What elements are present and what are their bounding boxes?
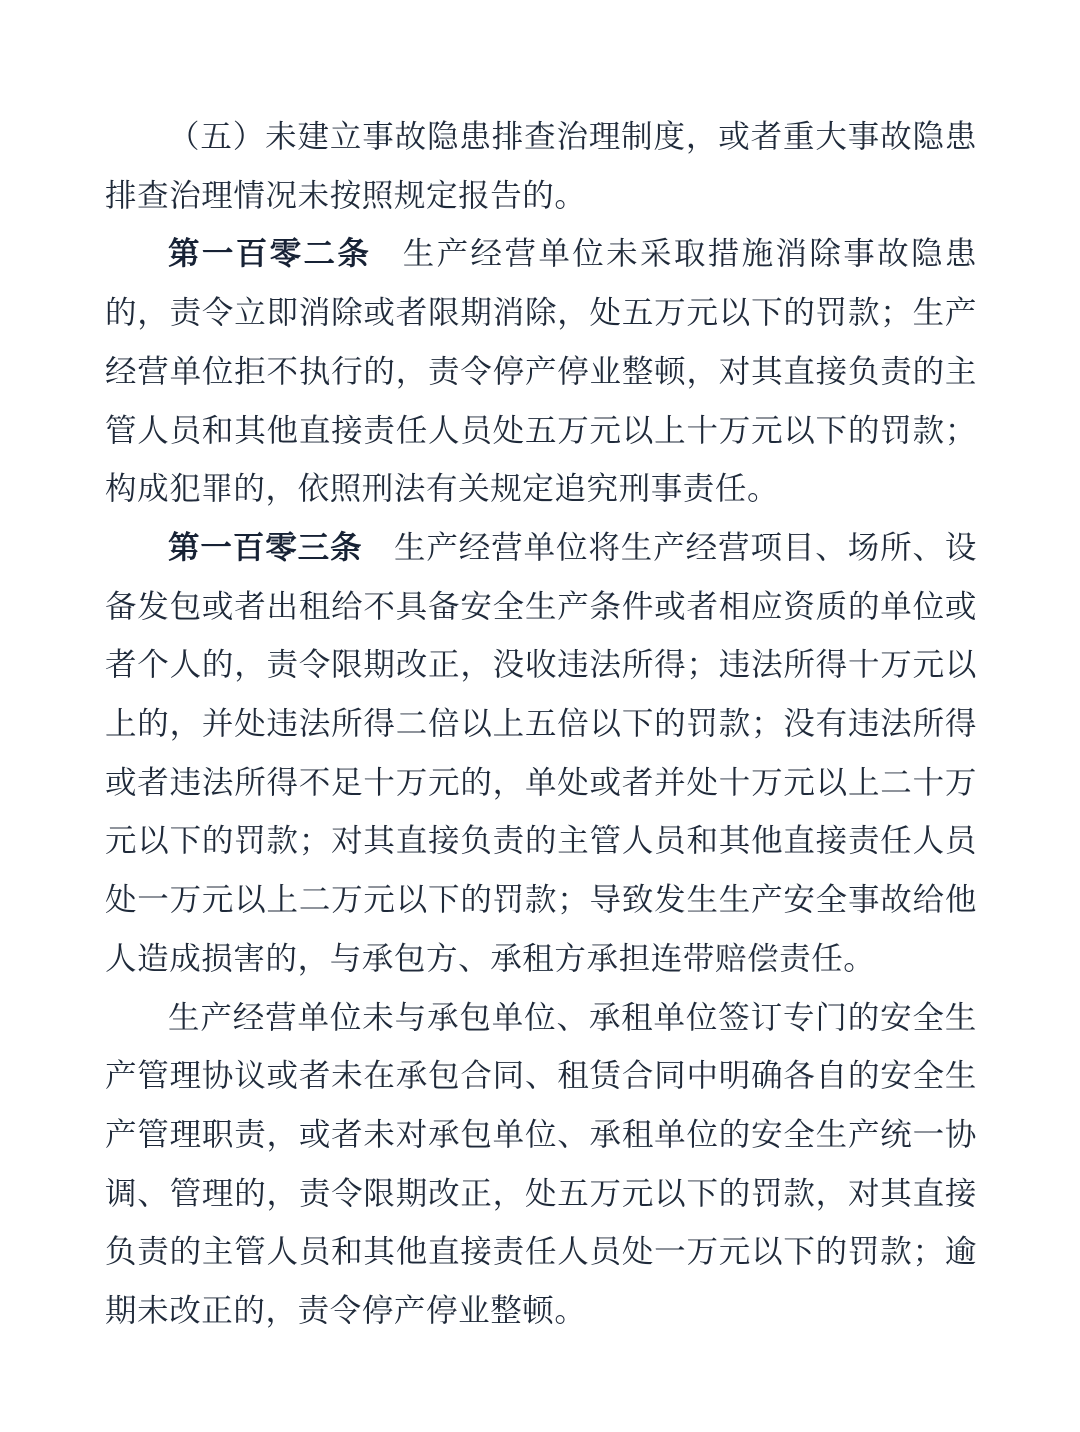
document-body bbox=[105, 108, 977, 1341]
paragraph-article-103 bbox=[105, 519, 977, 989]
paragraph-article-102 bbox=[105, 225, 977, 519]
paragraph-text: 生产经营单位未与承包单位、承租单位签订专门的安全生产管理协议或者未在承包合同、租赁合同中明确各自的安全生产管理职责，或者未对承包单位、承租单位的安全生产统一协调、管理的，责令限期改正，处五万元以下的罚款，对其直接负责的主管人员和其他直接责任人员处一万元以下的罚款；逾期未改正的，责令停产停业整顿。 bbox=[105, 999, 977, 1330]
article-number: 第一百零三条 bbox=[168, 529, 363, 566]
paragraph-text: 生产经营单位将生产经营项目、场所、设备发包或者出租给不具备安全生产条件或者相应资质的单位或者个人的，责令限期改正，没收违法所得；违法所得十万元以上的，并处违法所得二倍以上五倍以下的罚款；没有违法所得或者违法所得不足十万元的，单处或者并处十万元以上二十万元以下的罚款；对其直接负责的主管人员和其他直接责任人员处一万元以上二万元以下的罚款；导致发生生产安全事故给他人造成损害的，与承包方、承租方承担连带赔偿责任。 bbox=[105, 529, 977, 977]
article-number: 第一百零二条 bbox=[168, 236, 372, 273]
paragraph-text: （五）未建立事故隐患排查治理制度，或者重大事故隐患排查治理情况未按照规定报告的。 bbox=[105, 119, 977, 214]
paragraph-item-5 bbox=[105, 108, 977, 225]
paragraph-article-103-clause-2 bbox=[105, 989, 977, 1341]
paragraph-text: 生产经营单位未采取措施消除事故隐患的，责令立即消除或者限期消除，处五万元以下的罚款；生产经营单位拒不执行的，责令停产停业整顿，对其直接负责的主管人员和其他直接责任人员处五万元以上十万元以下的罚款；构成犯罪的，依照刑法有关规定追究刑事责任。 bbox=[105, 236, 977, 508]
